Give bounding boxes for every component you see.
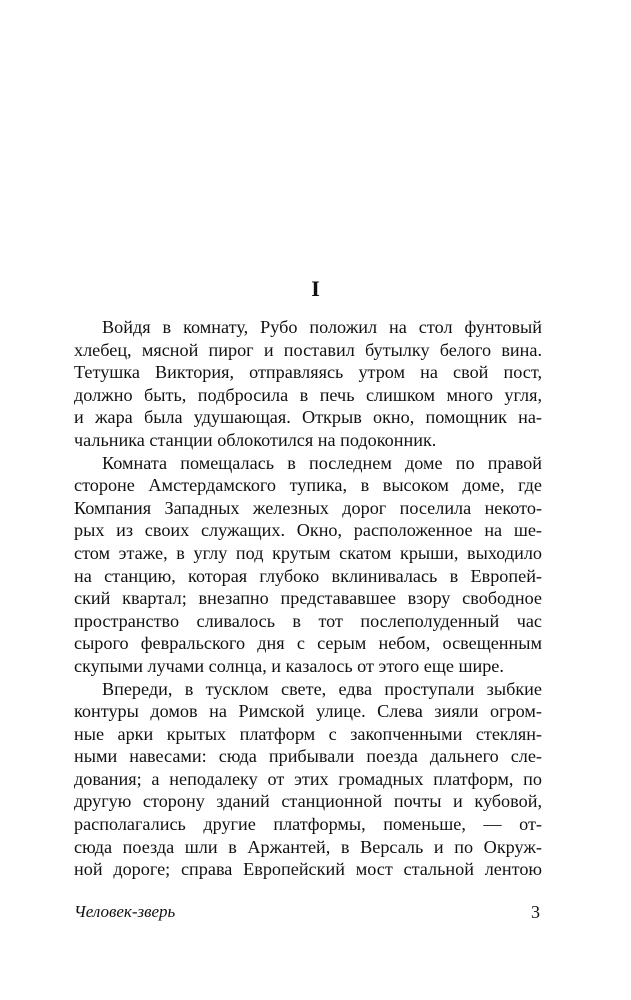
paragraph xyxy=(74,452,542,678)
text-line: пространство сливалось в тот послеполуденный час xyxy=(74,610,542,631)
text-line: ными навесами: сюда прибывали поезда дальнего сле- xyxy=(74,746,542,767)
text-line: Компания Западных железных дорог поселила некото- xyxy=(74,497,542,518)
text-line: должно быть, подбросила в печь слишком много угля, xyxy=(74,384,542,405)
page-footer xyxy=(74,900,542,924)
running-title: Человек-зверь xyxy=(74,902,176,921)
chapter-heading: I xyxy=(311,276,320,301)
body-text xyxy=(74,316,542,881)
text-line: хлебец, мясной пирог и поставил бутылку белого вина. xyxy=(74,339,542,360)
paragraph xyxy=(74,678,542,881)
text-line: чальника станции облокотился на подоконник. xyxy=(74,429,437,450)
text-line: Войдя в комнату, Рубо положил на стол фунтовый xyxy=(102,317,542,337)
text-line: другую сторону зданий станционной почты и кубовой, xyxy=(74,791,542,812)
text-line: Впереди, в тусклом свете, едва проступали зыбкие xyxy=(102,678,542,699)
text-line: дования; а неподалеку от этих громадных платформ, по xyxy=(74,768,542,789)
text-line: ной дороге; справа Европейский мост стальной лентою xyxy=(74,859,542,880)
text-line: располагались другие платформы, поменьше, — от- xyxy=(74,814,542,835)
text-line: сюда поезда шли в Аржантей, в Версаль и по Окруж- xyxy=(74,836,542,857)
text-line: и жара была удушающая. Открыв окно, помощник на- xyxy=(74,407,542,428)
text-line: сырого февральского дня с серым небом, освещенным xyxy=(74,633,542,654)
text-line: на станцию, которая глубоко вклинивалась в Европей- xyxy=(74,565,542,586)
text-line: контуры домов на Римской улице. Слева зияли огром- xyxy=(74,701,542,722)
page-number: 3 xyxy=(531,902,540,922)
text-line: стом этаже, в углу под крутым скатом крыши, выходило xyxy=(74,542,542,563)
text-line: стороне Амстердамского тупика, в высоком доме, где xyxy=(74,475,542,496)
text-line: ные арки крытых платформ с закопченными стеклян- xyxy=(74,723,542,744)
text-line: рых из своих служащих. Окно, расположенное на ше- xyxy=(74,520,542,541)
text-line: Тетушка Виктория, отправляясь утром на свой пост, xyxy=(74,362,542,383)
paragraph xyxy=(74,316,542,452)
text-line: Комната помещалась в последнем доме по правой xyxy=(102,452,542,473)
text-line: скупыми лучами солнца, и казалось от этого еще шире. xyxy=(74,655,504,676)
text-line: ский квартал; внезапно представавшее взору свободное xyxy=(74,588,542,609)
